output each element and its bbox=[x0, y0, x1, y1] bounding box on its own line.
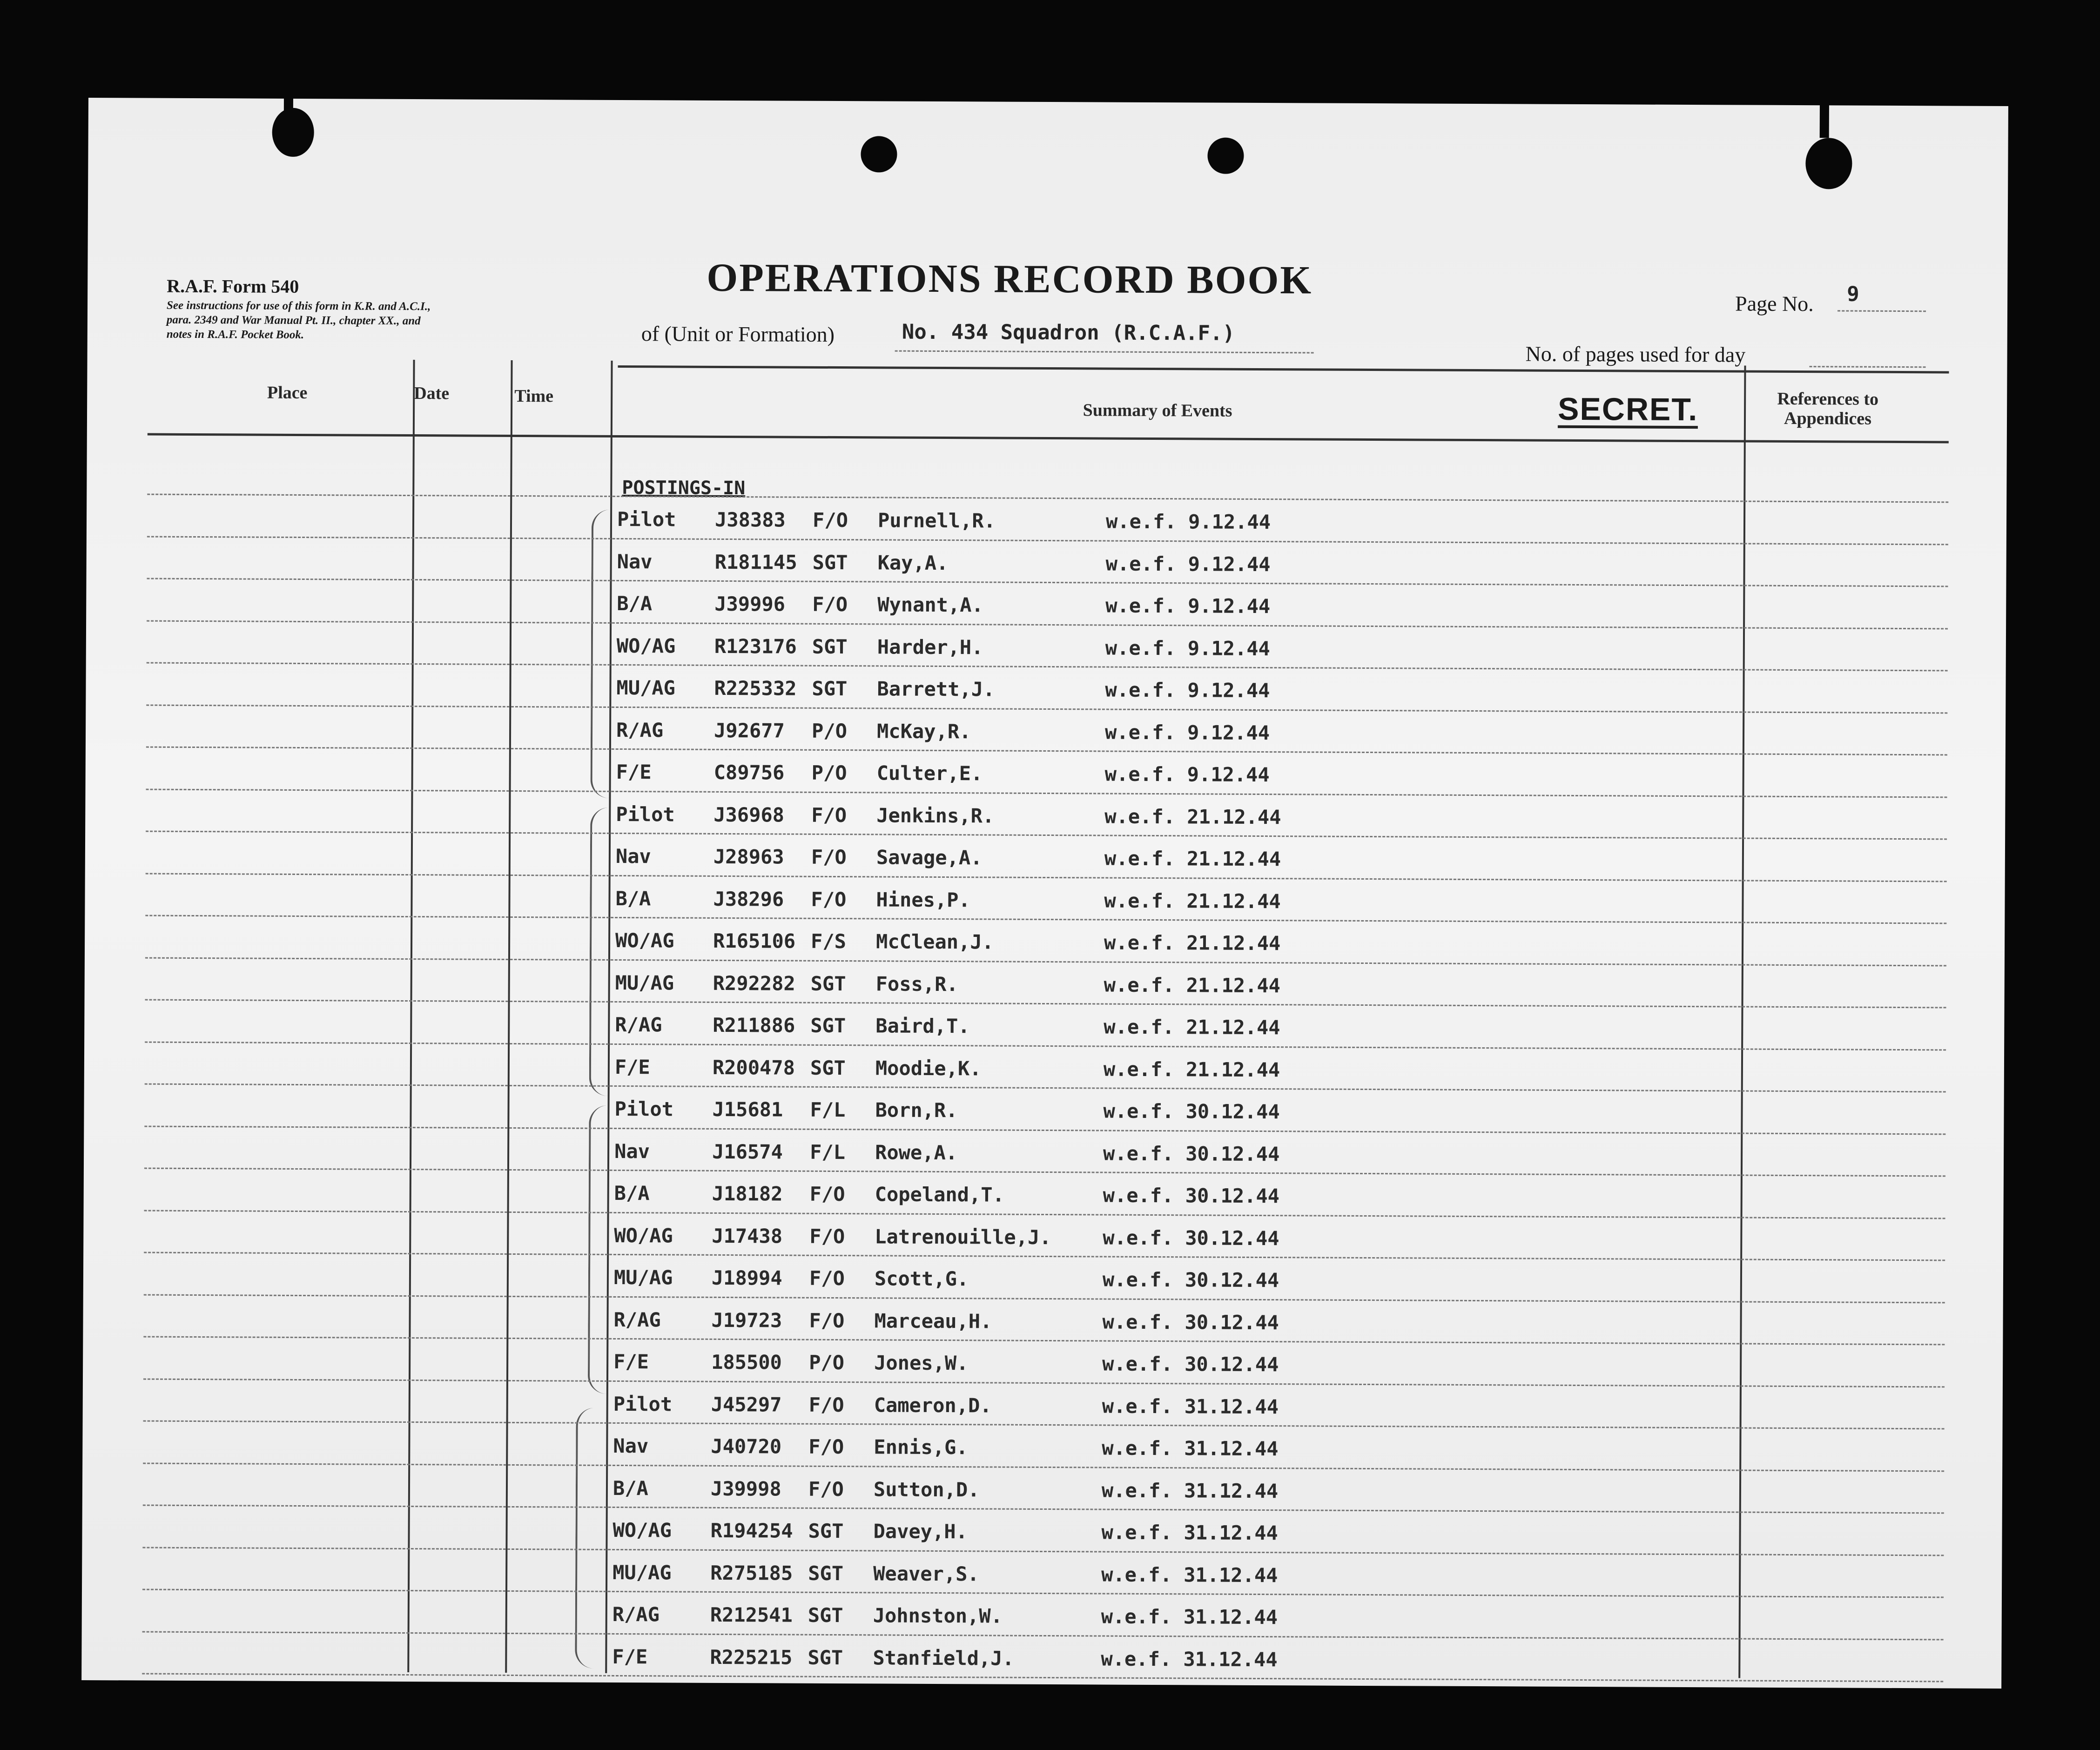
effective-date: w.e.f. 21.12.44 bbox=[1103, 1057, 1280, 1081]
service-number: R200478 bbox=[712, 1056, 795, 1079]
service-number: J17438 bbox=[712, 1224, 783, 1248]
effective-date: w.e.f. 9.12.44 bbox=[1104, 720, 1270, 744]
service-number: J16574 bbox=[712, 1140, 783, 1164]
effective-date: w.e.f. 31.12.44 bbox=[1102, 1394, 1279, 1418]
effective-date: w.e.f. 21.12.44 bbox=[1104, 1015, 1280, 1039]
posting-role: F/E bbox=[614, 1055, 650, 1078]
service-number: R181145 bbox=[714, 550, 797, 574]
effective-date: w.e.f. 30.12.44 bbox=[1103, 1226, 1279, 1250]
service-number: J28963 bbox=[713, 845, 784, 868]
unit-value: No. 434 Squadron (R.C.A.F.) bbox=[902, 320, 1235, 345]
effective-date: w.e.f. 31.12.44 bbox=[1101, 1647, 1278, 1671]
effective-date: w.e.f. 21.12.44 bbox=[1104, 889, 1281, 913]
rank: F/O bbox=[809, 1182, 845, 1206]
ruled-line bbox=[146, 831, 1947, 840]
ruled-line bbox=[143, 1378, 1945, 1387]
classification-stamp: SECRET. bbox=[1558, 393, 1698, 429]
rank: SGT bbox=[810, 972, 846, 995]
ruled-line bbox=[143, 1420, 1945, 1430]
service-number: J36968 bbox=[713, 803, 785, 827]
ruled-line bbox=[144, 1168, 1945, 1177]
column-header-summary: Summary of Events bbox=[1083, 400, 1232, 421]
ruled-line bbox=[147, 620, 1948, 629]
service-number: R292282 bbox=[713, 971, 795, 995]
rank: F/O bbox=[808, 1435, 844, 1459]
rank: SGT bbox=[812, 551, 848, 574]
posting-role: R/AG bbox=[613, 1308, 661, 1331]
airman-name: Sutton,D. bbox=[873, 1477, 980, 1501]
ruled-line bbox=[145, 915, 1946, 924]
effective-date: w.e.f. 9.12.44 bbox=[1105, 636, 1270, 660]
rank: SGT bbox=[808, 1562, 844, 1585]
service-number: C89756 bbox=[713, 761, 785, 784]
airman-name: Born,R. bbox=[875, 1098, 958, 1122]
service-number: J45297 bbox=[711, 1393, 782, 1416]
table-top-rule bbox=[618, 365, 1949, 373]
rank: SGT bbox=[808, 1603, 843, 1627]
service-number: J38383 bbox=[714, 508, 786, 532]
rank: SGT bbox=[808, 1519, 844, 1543]
column-header-date: Date bbox=[414, 384, 450, 404]
rank: F/O bbox=[809, 1309, 845, 1332]
page-number-underline bbox=[1838, 310, 1926, 312]
posting-role: WO/AG bbox=[616, 634, 676, 658]
airman-name: Harder,H. bbox=[877, 635, 983, 659]
posting-role: R/AG bbox=[616, 718, 664, 741]
airman-name: Hines,P. bbox=[876, 888, 970, 911]
service-number: R275185 bbox=[710, 1561, 793, 1585]
rank: F/O bbox=[808, 1477, 844, 1501]
ruled-line bbox=[145, 999, 1946, 1009]
rank: P/O bbox=[809, 1351, 845, 1374]
ruled-line bbox=[147, 662, 1948, 672]
airman-name: Foss,R. bbox=[875, 972, 958, 996]
airman-name: Purnell,R. bbox=[877, 509, 996, 532]
rank: P/O bbox=[811, 719, 848, 742]
ruled-line bbox=[144, 1125, 1945, 1135]
service-number: R211886 bbox=[713, 1013, 795, 1037]
posting-role: WO/AG bbox=[615, 929, 674, 952]
airman-name: McClean,J. bbox=[875, 930, 994, 954]
airman-name: Scott,G. bbox=[874, 1267, 969, 1291]
airman-name: Baird,T. bbox=[875, 1014, 970, 1038]
airman-name: Kay,A. bbox=[877, 551, 949, 574]
service-number: R194254 bbox=[710, 1519, 793, 1542]
rank: F/O bbox=[811, 845, 847, 869]
page-number-label: Page No. bbox=[1735, 291, 1814, 316]
binder-tab-right bbox=[1820, 96, 1829, 138]
crew-bracket-4 bbox=[575, 1408, 598, 1669]
ruled-line bbox=[146, 788, 1947, 798]
rank: SGT bbox=[808, 1646, 843, 1669]
rank: P/O bbox=[811, 761, 847, 785]
ruled-line bbox=[143, 1462, 1944, 1472]
posting-role: MU/AG bbox=[613, 1265, 673, 1289]
rank: F/L bbox=[810, 1140, 846, 1164]
airman-name: Latrenouille,J. bbox=[875, 1225, 1051, 1249]
crew-bracket-3 bbox=[588, 1105, 612, 1394]
airman-name: Rowe,A. bbox=[875, 1140, 958, 1164]
ruled-lines bbox=[88, 98, 2008, 106]
posting-role: Nav bbox=[617, 550, 653, 573]
effective-date: w.e.f. 9.12.44 bbox=[1105, 510, 1271, 534]
rank: SGT bbox=[812, 635, 848, 658]
posting-role: Pilot bbox=[616, 802, 675, 826]
service-number: J39998 bbox=[710, 1477, 781, 1501]
service-number: J40720 bbox=[711, 1434, 782, 1458]
airman-name: Ennis,G. bbox=[874, 1435, 968, 1459]
ruled-line bbox=[142, 1547, 1944, 1556]
rank: F/O bbox=[812, 508, 848, 532]
form-instructions: See instructions for use of this form in K.R. and A.C.I., para. 2349 and War Manual Pt. II., chapter XX., and notes in R.A.F. Pocket Book. bbox=[166, 299, 431, 342]
punch-hole-center-left bbox=[861, 136, 897, 172]
airman-name: Stanfield,J. bbox=[873, 1646, 1014, 1670]
posting-role: R/AG bbox=[615, 1013, 662, 1037]
posting-role: Nav bbox=[613, 1434, 649, 1458]
ruled-line bbox=[142, 1673, 1943, 1683]
rank: F/O bbox=[812, 592, 848, 616]
posting-role: Pilot bbox=[617, 507, 676, 531]
ruled-line bbox=[146, 747, 1947, 756]
effective-date: w.e.f. 9.12.44 bbox=[1105, 552, 1271, 576]
effective-date: w.e.f. 30.12.44 bbox=[1102, 1352, 1279, 1376]
page-title: OPERATIONS RECORD BOOK bbox=[707, 255, 1313, 303]
posting-role: Pilot bbox=[614, 1097, 674, 1121]
column-header-place: Place bbox=[267, 383, 308, 403]
service-number: R165106 bbox=[713, 929, 796, 953]
effective-date: w.e.f. 9.12.44 bbox=[1105, 678, 1270, 702]
section-heading: POSTINGS-IN bbox=[622, 477, 746, 499]
service-number: J15681 bbox=[712, 1097, 783, 1121]
ruled-line bbox=[145, 1041, 1946, 1050]
effective-date: w.e.f. 30.12.44 bbox=[1103, 1184, 1280, 1208]
service-number: R212541 bbox=[710, 1603, 793, 1627]
airman-name: Wynant,A. bbox=[877, 593, 983, 617]
effective-date: w.e.f. 21.12.44 bbox=[1104, 931, 1281, 955]
unit-label: of (Unit or Formation) bbox=[641, 322, 835, 346]
rank: F/S bbox=[811, 929, 847, 953]
posting-role: WO/AG bbox=[612, 1518, 672, 1542]
effective-date: w.e.f. 31.12.44 bbox=[1101, 1521, 1278, 1545]
airman-name: Jones,W. bbox=[874, 1351, 969, 1375]
effective-date: w.e.f. 30.12.44 bbox=[1103, 1142, 1280, 1165]
airman-name: Copeland,T. bbox=[875, 1183, 1004, 1206]
airman-name: Jenkins,R. bbox=[876, 803, 995, 828]
rank: SGT bbox=[810, 1014, 846, 1037]
effective-date: w.e.f. 21.12.44 bbox=[1104, 847, 1281, 871]
crew-bracket-1 bbox=[590, 510, 614, 798]
effective-date: w.e.f. 9.12.44 bbox=[1104, 762, 1270, 787]
ruled-line bbox=[146, 704, 1947, 713]
effective-date: w.e.f. 31.12.44 bbox=[1101, 1479, 1279, 1502]
pages-used-underline bbox=[1810, 366, 1926, 368]
posting-role: F/E bbox=[616, 760, 652, 784]
service-number: J38296 bbox=[713, 887, 784, 911]
posting-role: B/A bbox=[617, 592, 653, 615]
form-sheet bbox=[81, 98, 2008, 1689]
ruled-line bbox=[147, 536, 1948, 545]
posting-role: MU/AG bbox=[615, 971, 674, 995]
ruled-line bbox=[142, 1589, 1944, 1598]
unit-underline bbox=[895, 350, 1314, 354]
effective-date: w.e.f. 21.12.44 bbox=[1104, 805, 1281, 828]
rank: F/O bbox=[811, 803, 847, 827]
ruled-line bbox=[147, 494, 1948, 503]
posting-role: F/E bbox=[612, 1645, 648, 1668]
pages-used-label: No. of pages used for day bbox=[1525, 342, 1746, 367]
posting-role: F/E bbox=[613, 1350, 649, 1373]
effective-date: w.e.f. 31.12.44 bbox=[1101, 1605, 1278, 1629]
airman-name: Cameron,D. bbox=[874, 1393, 992, 1417]
posting-role: B/A bbox=[615, 887, 651, 910]
posting-role: Nav bbox=[615, 844, 651, 868]
crew-bracket-2 bbox=[589, 808, 613, 1096]
airman-name: Johnston,W. bbox=[873, 1604, 1003, 1628]
ruled-line bbox=[143, 1505, 1944, 1514]
airman-name: Barrett,J. bbox=[877, 677, 995, 701]
service-number: J19723 bbox=[711, 1308, 782, 1332]
column-rule-place-date bbox=[407, 360, 415, 1672]
posting-role: R/AG bbox=[612, 1602, 660, 1626]
rank: F/O bbox=[809, 1266, 845, 1290]
effective-date: w.e.f. 31.12.44 bbox=[1102, 1436, 1279, 1461]
rank: F/O bbox=[808, 1393, 844, 1416]
rank: SGT bbox=[812, 677, 848, 700]
page-number-value: 9 bbox=[1847, 282, 1859, 306]
column-rule-summary-references bbox=[1738, 366, 1746, 1678]
posting-role: Pilot bbox=[613, 1392, 673, 1415]
rank: F/L bbox=[810, 1098, 846, 1122]
ruled-line bbox=[143, 1336, 1945, 1346]
punch-hole-right bbox=[1805, 138, 1852, 189]
rank: F/O bbox=[809, 1225, 845, 1248]
service-number: R225332 bbox=[714, 676, 797, 700]
column-header-time: Time bbox=[514, 386, 554, 406]
airman-name: McKay,R. bbox=[876, 719, 971, 743]
ruled-line bbox=[142, 1631, 1944, 1640]
rank: SGT bbox=[810, 1056, 846, 1079]
effective-date: w.e.f. 9.12.44 bbox=[1105, 594, 1271, 618]
effective-date: w.e.f. 21.12.44 bbox=[1104, 973, 1281, 997]
ruled-line bbox=[144, 1294, 1945, 1303]
posting-role: MU/AG bbox=[616, 676, 676, 700]
service-number: J18994 bbox=[711, 1266, 782, 1290]
ruled-line bbox=[144, 1252, 1945, 1261]
service-number: R123176 bbox=[714, 634, 797, 658]
airman-name: Moodie,K. bbox=[875, 1056, 982, 1080]
service-number: J92677 bbox=[713, 719, 785, 742]
ruled-line bbox=[145, 957, 1946, 966]
effective-date: w.e.f. 31.12.44 bbox=[1101, 1563, 1278, 1587]
effective-date: w.e.f. 30.12.44 bbox=[1103, 1099, 1280, 1124]
service-number: J18182 bbox=[712, 1182, 783, 1205]
airman-name: Marceau,H. bbox=[874, 1309, 992, 1333]
ruled-line bbox=[146, 873, 1947, 882]
punch-hole-center-right bbox=[1207, 137, 1244, 174]
service-number: J39996 bbox=[714, 592, 786, 616]
posting-role: MU/AG bbox=[612, 1561, 672, 1584]
effective-date: w.e.f. 30.12.44 bbox=[1102, 1310, 1279, 1334]
service-number: R225215 bbox=[710, 1645, 793, 1669]
posting-role: Nav bbox=[614, 1139, 650, 1163]
punch-hole-left bbox=[272, 108, 314, 157]
effective-date: w.e.f. 30.12.44 bbox=[1102, 1268, 1279, 1292]
airman-name: Weaver,S. bbox=[873, 1562, 979, 1585]
posting-role: B/A bbox=[614, 1181, 650, 1205]
form-code: R.A.F. Form 540 bbox=[167, 275, 299, 297]
ruled-line bbox=[144, 1210, 1945, 1219]
ruled-line bbox=[145, 1084, 1946, 1093]
rank: F/O bbox=[811, 888, 847, 911]
ruled-line bbox=[147, 578, 1948, 587]
service-number: 185500 bbox=[711, 1350, 782, 1374]
airman-name: Culter,E. bbox=[876, 761, 983, 785]
posting-role: B/A bbox=[612, 1476, 648, 1500]
column-rule-date-time bbox=[505, 360, 512, 1673]
airman-name: Davey,H. bbox=[873, 1520, 968, 1543]
header-bottom-rule bbox=[148, 433, 1949, 444]
posting-role: WO/AG bbox=[614, 1224, 673, 1247]
airman-name: Savage,A. bbox=[876, 846, 983, 869]
column-header-references: References to Appendices bbox=[1777, 389, 1879, 429]
